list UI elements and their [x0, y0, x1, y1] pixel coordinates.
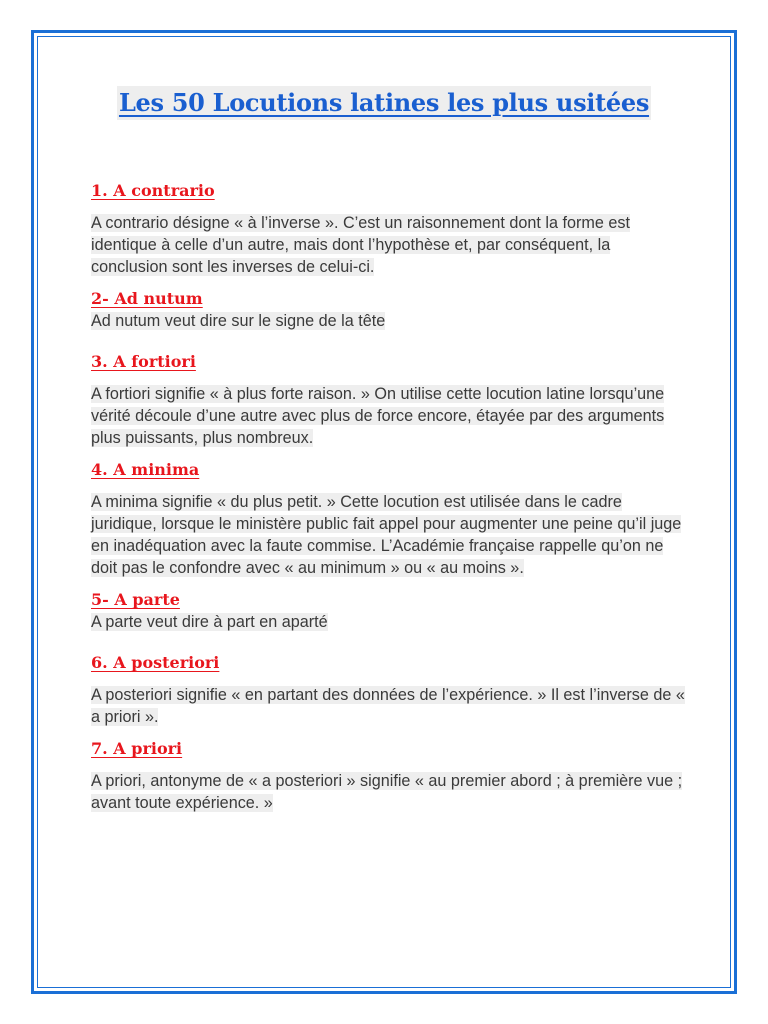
- title-container: [0, 86, 768, 120]
- entry-text: A minima signifie « du plus petit. » Cette locution est utilisée dans le cadre juridique, lorsque le ministère public fait appel pour augmenter une peine qu’il juge en inadéquation avec la faute commise. L’Académie française rappelle qu’on ne doit pas le confondre avec « au minimum » ou « au moins ».: [91, 493, 682, 577]
- entry-text: A contrario désigne « à l’inverse ». C’est un raisonnement dont la forme est identique à celle d’un autre, mais dont l’hypothèse et, par conséquent, la conclusion sont les inverses de celui-ci.: [91, 214, 630, 276]
- document-body: [91, 180, 691, 814]
- entry-text: A parte veut dire à part en aparté: [91, 613, 328, 631]
- entry: [91, 738, 691, 814]
- entry-heading: 6. A posteriori: [91, 653, 220, 672]
- entry: [91, 652, 691, 728]
- entry-heading: 2- Ad nutum: [91, 289, 203, 308]
- entry: [91, 180, 691, 278]
- entry: [91, 288, 691, 332]
- entry-text: A fortiori signifie « à plus forte raison. » On utilise cette locution latine lorsqu’une vérité découle d’une autre avec plus de force encore, étayée par des arguments plus puissants, plus nombreux.: [91, 385, 665, 447]
- entry-text: A posteriori signifie « en partant des données de l’expérience. » Il est l’inverse de « a priori ».: [91, 686, 685, 726]
- entry: [91, 459, 691, 579]
- entry-heading: 1. A contrario: [91, 181, 215, 200]
- entry-heading: 4. A minima: [91, 460, 200, 479]
- entry-heading: 7. A priori: [91, 739, 183, 758]
- entry-heading: 3. A fortiori: [91, 352, 196, 371]
- entry: [91, 351, 691, 449]
- entry: [91, 589, 691, 633]
- document-title: Les 50 Locutions latines les plus usitées: [117, 86, 651, 120]
- entry-text: Ad nutum veut dire sur le signe de la tête: [91, 312, 386, 330]
- entry-heading: 5- A parte: [91, 590, 180, 609]
- entry-text: A priori, antonyme de « a posteriori » signifie « au premier abord ; à première vue ; avant toute expérience. »: [91, 772, 683, 812]
